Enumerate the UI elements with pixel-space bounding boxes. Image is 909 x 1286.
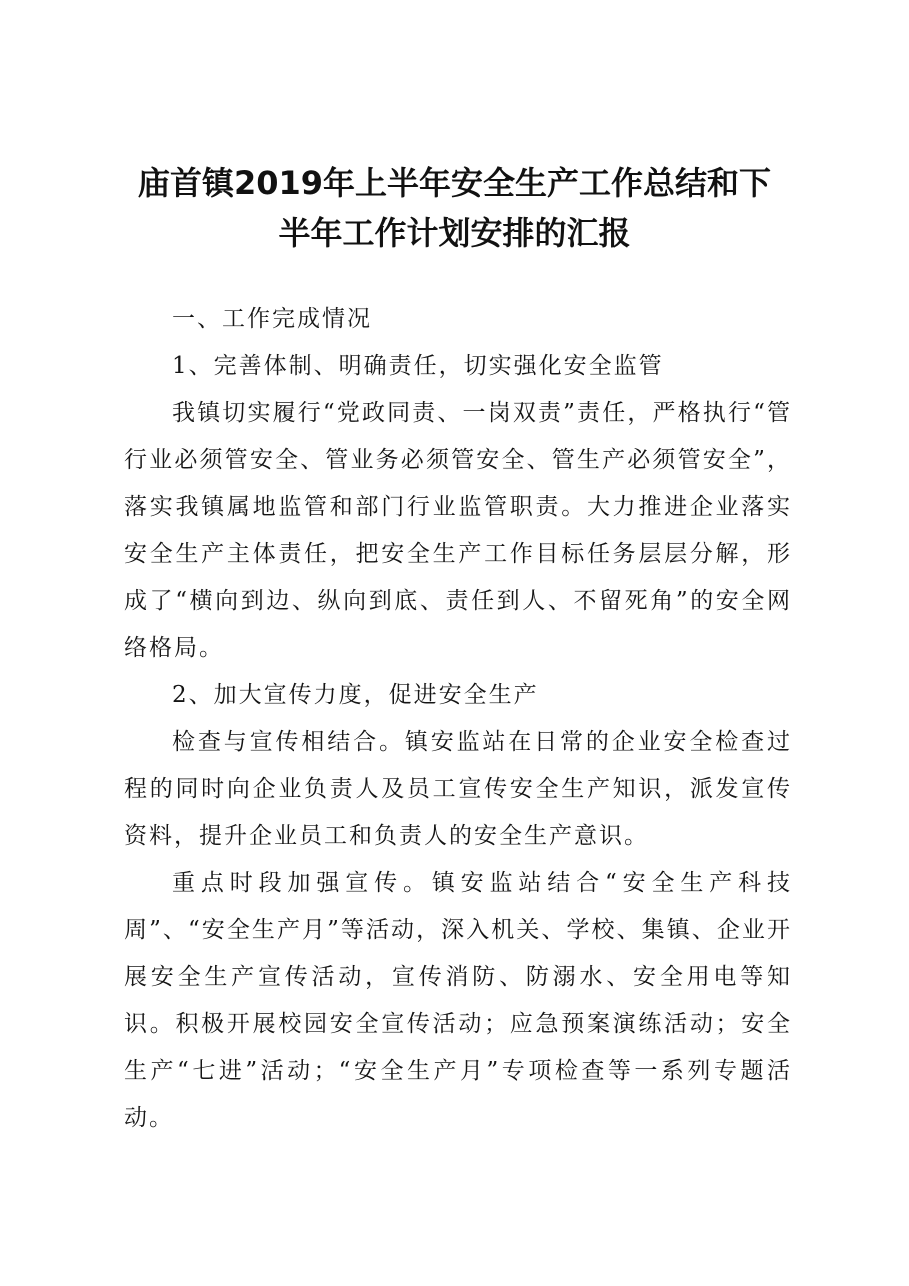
subsection-heading: 1、完善体制、明确责任，切实强化安全监管	[172, 353, 664, 379]
document-title-line-2: 半年工作计划安排的汇报	[278, 214, 631, 252]
section-heading: 一、工作完成情况	[172, 306, 372, 332]
body-paragraph: 我镇切实履行“党政同责、一岗双责”责任，严格执行“管行业必须管安全、管业务必须管安全、管生产必须管安全”，落实我镇属地监管和部门行业监管职责。大力推进企业落实安全生产主体责任，把安全生产工作目标任务层层分解，形成了“横向到边、纵向到底、责任到人、不留死角”的安全网络格局。	[124, 400, 792, 661]
body-paragraph: 重点时段加强宣传。镇安监站结合“安全生产科技周”、“安全生产月”等活动，深入机关、学校、集镇、企业开展安全生产宣传活动，宣传消防、防溺水、安全用电等知识。积极开展校园安全宣传活动；应急预案演练活动；安全生产“七进”活动；“安全生产月”专项检查等一系列专题活动。	[124, 870, 792, 1131]
document-body	[124, 296, 792, 1142]
document-title-line-1: 庙首镇2019年上半年安全生产工作总结和下	[137, 164, 772, 202]
body-paragraph: 检查与宣传相结合。镇安监站在日常的企业安全检查过程的同时向企业负责人及员工宣传安全生产知识，派发宣传资料，提升企业员工和负责人的安全生产意识。	[124, 729, 792, 849]
document-title	[80, 158, 829, 258]
subsection-heading: 2、加大宣传力度，促进安全生产	[172, 682, 539, 708]
